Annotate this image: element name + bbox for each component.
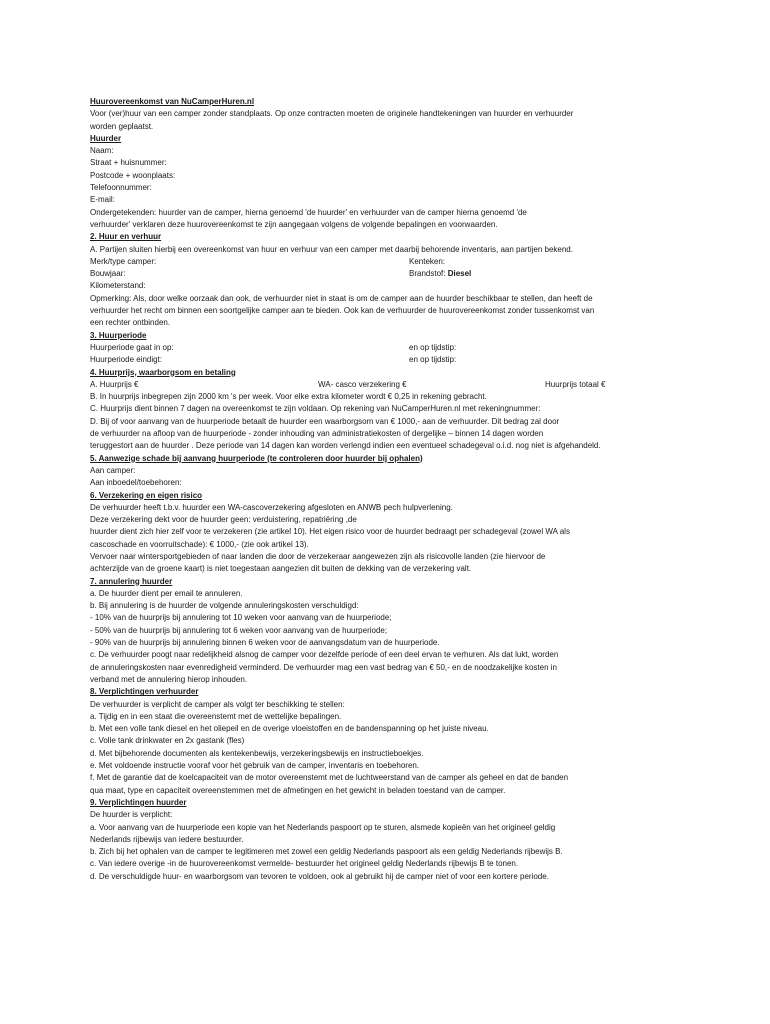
paragraph-line: - 10% van de huurprijs bij annulering tot 10 weken voor aanvang van de huurperiode; <box>90 613 392 623</box>
document-title: Huurovereenkomst van NuCamperHuren.nl <box>90 97 255 106</box>
rental-agreement-document <box>90 96 690 883</box>
paragraph-line: teruggestort aan de huurder . Deze periode van 14 dagen kan worden verlengd indien een eventueel schadegeval o.i.d. nog niet is afgehandeld. <box>90 441 601 451</box>
paragraph-line: c. Volle tank drinkwater en 2x gastank (fles) <box>90 736 245 746</box>
section-heading-verplichtingen-verhuurder: 8. Verplichtingen verhuurder <box>90 687 199 697</box>
field-tijdstip: en op tijdstip: <box>409 342 457 352</box>
section-heading-verzekering: 6. Verzekering en eigen risico <box>90 490 203 500</box>
paragraph-line: achterzijde van de groene kaart) is niet toegestaan aangezien dit buiten de dekking van de verzekering valt. <box>90 564 472 574</box>
paragraph-line: verband met de annulering hierop inhouden. <box>90 674 248 684</box>
paragraph-line: b. Zich bij het ophalen van de camper te legitimeren met zowel een geldig Nederlands paspoort als een geldig Nederlands rijbewijs B. <box>90 847 563 857</box>
field-kenteken: Kenteken: <box>409 256 446 266</box>
paragraph-line: d. Met bijbehorende documenten als kentekenbewijs, verzekeringsbewijs en instructieboekjes. <box>90 748 424 758</box>
paragraph-line: huurder dient zich hier zelf voor te verzekeren (zie artikel 10). Het eigen risico voor de huurder bedraagt per schadegeval (zowel WA als <box>90 527 570 537</box>
field-telefoon: Telefoonnummer: <box>90 183 152 193</box>
paragraph-line: De verhuurder heeft t.b.v. huurder een WA-cascoverzekering afgesloten en ANWB pech hulpverlening. <box>90 502 453 512</box>
paragraph-line: de annuleringskosten naar evenredigheid verminderd. De verhuurder mag een vast bedrag van € 50,- en de noodzakelijke kosten in <box>90 662 557 672</box>
price-row <box>90 379 690 391</box>
paragraph-line: De huurder is verplicht: <box>90 810 173 820</box>
paragraph-line: Opmerking: Als, door welke oorzaak dan ook, de verhuurder niet in staat is om de camper aan de huurder beschikbaar te stellen, dan heeft de <box>90 293 593 303</box>
paragraph-line: B. In huurprijs inbegrepen zijn 2000 km 's per week. Voor elke extra kilometer wordt € 0,25 in rekening gebracht. <box>90 392 487 402</box>
paragraph-line: b. Bij annulering is de huurder de volgende annuleringskosten verschuldigd: <box>90 601 359 611</box>
field-bouwjaar: Bouwjaar: <box>90 269 126 279</box>
field-aan-inboedel: Aan inboedel/toebehoren: <box>90 478 182 488</box>
section-heading-huur-verhuur: 2. Huur en verhuur <box>90 232 162 242</box>
paragraph-line: f. Met de garantie dat de koelcapaciteit van de motor overeenstemt met de luchtweerstand van de camper als geheel en dat de banden <box>90 773 569 783</box>
paragraph-line: cascoschade en voorruitschade): € 1000,- (zie ook artikel 13). <box>90 539 309 549</box>
period-row <box>90 342 690 354</box>
paragraph-line: a. Voor aanvang van de huurperiode een kopie van het Nederlands paspoort op te sturen, alsmede kopieën van het origineel geldig <box>90 822 556 832</box>
field-straat: Straat + huisnummer: <box>90 158 167 168</box>
brandstof-label: Brandstof: <box>409 269 448 279</box>
section-heading-huurder: Huurder <box>90 133 122 143</box>
paragraph-line: Nederlands rijbewijs van iedere bestuurder. <box>90 834 244 844</box>
paragraph-line: Deze verzekering dekt voor de huurder geen: verduistering, repatriëring ,de <box>90 515 357 525</box>
field-aan-camper: Aan camper: <box>90 465 136 475</box>
paragraph-line: - 90% van de huurprijs bij annulering binnen 6 weken voor de aanvangsdatum van de huurperiode. <box>90 638 440 648</box>
section-heading-huurperiode: 3. Huurperiode <box>90 330 147 340</box>
paragraph-line: a. De huurder dient per email te annuleren. <box>90 588 243 598</box>
field-eindigt: Huurperiode eindigt: <box>90 355 163 365</box>
field-gaat-in: Huurperiode gaat in op: <box>90 342 174 352</box>
paragraph-line: Vervoer naar wintersportgebieden of naar landen die door de verzekeraar aangewezen zijn als risicovolle landen (zie hiervoor de <box>90 551 546 561</box>
field-tijdstip: en op tijdstip: <box>409 355 457 365</box>
paragraph-line: een rechter ontbinden. <box>90 318 171 328</box>
paragraph-line: A. Partijen sluiten hierbij een overeenkomst van huur en verhuur van een camper met daarbij behorende inventaris, aan partijen bekend. <box>90 244 573 254</box>
paragraph-line: De verhuurder is verplicht de camper als volgt ter beschikking te stellen: <box>90 699 345 709</box>
field-wa-casco: WA- casco verzekering € <box>318 379 407 389</box>
vehicle-row <box>90 268 690 280</box>
paragraph-line: C. Huurprijs dient binnen 7 dagen na overeenkomst te zijn voldaan. Op rekening van NuCamperHuren.nl met rekeningnummer: <box>90 404 541 414</box>
field-huurprijs: A. Huurprijs € <box>90 379 139 389</box>
vehicle-row <box>90 256 690 268</box>
section-heading-verplichtingen-huurder: 9. Verplichtingen huurder <box>90 797 187 807</box>
paragraph-line: qua maat, type en capaciteit overeenstemmen met de afmetingen en het gewicht in beladen toestand van de camper. <box>90 785 506 795</box>
field-kilometerstand: Kilometerstand: <box>90 281 146 291</box>
paragraph-line: D. Bij of voor aanvang van de huurperiode betaalt de huurder een waarborgsom van € 1000,- aan de verhuurder. Dit bedrag zal door <box>90 416 560 426</box>
field-merk: Merk/type camper: <box>90 256 157 266</box>
paragraph-line: e. Met voldoende instructie vooraf voor het gebruik van de camper, inventaris en toebehoren. <box>90 761 420 771</box>
section-heading-huurprijs: 4. Huurprijs, waarborgsom en betaling <box>90 367 236 377</box>
intro-line: worden geplaatst. <box>90 121 154 131</box>
field-brandstof <box>409 268 471 280</box>
field-email: E-mail: <box>90 195 115 205</box>
period-row <box>90 354 690 366</box>
field-postcode: Postcode + woonplaats: <box>90 170 176 180</box>
paragraph-line: verhuurder het recht om binnen een soortgelijke camper aan te bieden. Ook kan de verhuurder de huurovereenkomst zonder tussenkomst van <box>90 306 595 316</box>
field-huurprijs-totaal: Huurprijs totaal € <box>545 379 606 389</box>
section-heading-annulering: 7. annulering huurder <box>90 576 173 586</box>
paragraph-line: - 50% van de huurprijs bij annulering tot 6 weken voor aanvang van de huurperiode; <box>90 625 388 635</box>
paragraph-line: Ondergetekenden: huurder van de camper, hierna genoemd 'de huurder' en verhuurder van de camper hierna genoemd 'de <box>90 207 527 217</box>
paragraph-line: de verhuurder na afloop van de huurperiode - zonder inhouding van administratiekosten of dergelijke – binnen 14 dagen worden <box>90 429 544 439</box>
paragraph-line: verhuurder' verklaren deze huurovereenkomst te zijn aangegaan volgens de volgende bepalingen en voorwaarden. <box>90 219 498 229</box>
paragraph-line: c. De verhuurder poogt naar redelijkheid alsnog de camper voor dezelfde periode of een deel ervan te verhuren. Als dat lukt, worden <box>90 650 559 660</box>
intro-line: Voor (ver)huur van een camper zonder standplaats. Op onze contracten moeten de originele handtekeningen van huurder en verhuurder <box>90 109 574 119</box>
paragraph-line: a. Tijdig en in een staat die overeenstemt met de wettelijke bepalingen. <box>90 711 342 721</box>
paragraph-line: c. Van iedere overige -in de huurovereenkomst vermelde- bestuurder het origineel geldig Nederlands rijbewijs B te tonen. <box>90 859 519 869</box>
paragraph-line: b. Met een volle tank diesel en het oliepeil en de overige vloeistoffen en de bandenspanning op het juiste niveau. <box>90 724 489 734</box>
section-heading-schade: 5. Aanwezige schade bij aanvang huurperiode (te controleren door huurder bij ophalen) <box>90 453 423 463</box>
field-naam: Naam: <box>90 146 114 156</box>
paragraph-line: d. De verschuldigde huur- en waarborgsom van tevoren te voldoen, ook al gebruikt hij de camper niet of voor een kortere periode. <box>90 871 549 881</box>
brandstof-value: Diesel <box>447 269 472 279</box>
